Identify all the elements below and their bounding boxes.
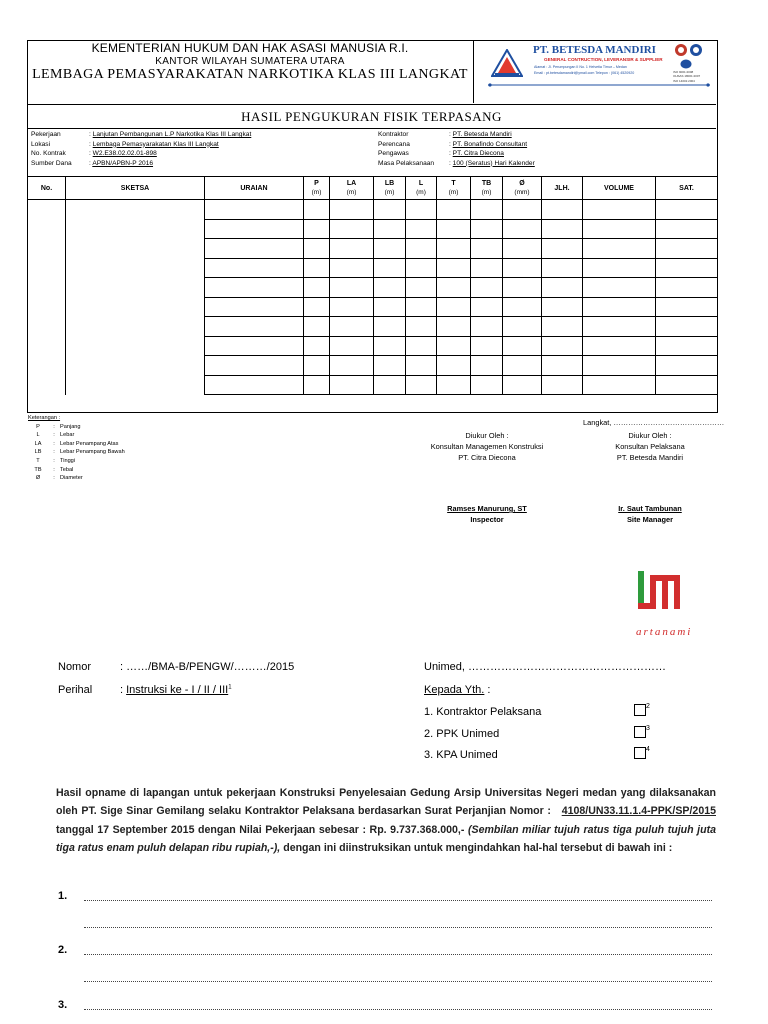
table-cell[interactable] [205, 239, 304, 259]
table-cell[interactable] [503, 200, 542, 220]
table-cell[interactable] [656, 356, 718, 376]
legend-title: Keterangan : [28, 415, 61, 421]
table-cell[interactable] [471, 317, 503, 337]
table-cell[interactable] [28, 375, 66, 395]
table-cell[interactable] [374, 200, 406, 220]
table-cell[interactable] [374, 219, 406, 239]
table-cell[interactable] [28, 278, 66, 298]
col-header-jlh: JLH. [542, 177, 583, 200]
table-cell[interactable] [471, 239, 503, 259]
table-cell[interactable] [656, 317, 718, 337]
recipient-3: 3. KPA Unimed [424, 749, 498, 761]
form-title: HASIL PENGUKURAN FISIK TERPASANG [27, 104, 716, 129]
table-cell[interactable] [542, 317, 583, 337]
table-cell[interactable] [406, 239, 437, 259]
nomor-value: : ……/BMA-B/PENGW/………/2015 [120, 661, 295, 673]
table-cell[interactable] [656, 297, 718, 317]
artanami-text: artanami [636, 626, 693, 638]
info-row-pekerjaan: Pekerjaan : Lanjutan Pembangunan L.P Narkotika Klas III Langkat [31, 131, 252, 138]
table-cell[interactable] [66, 278, 205, 298]
table-row [28, 356, 718, 376]
table-cell[interactable] [304, 219, 330, 239]
table-cell[interactable] [437, 239, 471, 259]
table-cell[interactable] [406, 356, 437, 376]
table-cell[interactable] [374, 317, 406, 337]
recipient-1: 1. Kontraktor Pelaksana [424, 706, 542, 718]
contract-number: 4108/UN33.11.1.4-PPK/SP/2015 [561, 805, 716, 818]
table-cell[interactable] [330, 239, 374, 259]
table-cell[interactable] [374, 356, 406, 376]
perihal-value: : Instruksi ke - I / II / III$^1$ [120, 684, 232, 696]
table-cell[interactable] [374, 297, 406, 317]
table-cell[interactable] [437, 336, 471, 356]
table-row [28, 200, 718, 220]
artanami-logo [636, 567, 692, 638]
institution-title: LEMBAGA PEMASYARAKATAN NARKOTIKA KLAS III LANGKAT [32, 67, 468, 82]
table-row [28, 219, 718, 239]
table-cell[interactable] [28, 258, 66, 278]
item-line-3a[interactable] [84, 1009, 712, 1010]
table-cell[interactable] [471, 258, 503, 278]
table-cell[interactable] [656, 258, 718, 278]
table-cell[interactable] [406, 200, 437, 220]
table-cell[interactable] [205, 258, 304, 278]
table-cell[interactable] [503, 336, 542, 356]
table-cell[interactable] [542, 239, 583, 259]
table-cell[interactable] [503, 375, 542, 395]
table-cell[interactable] [503, 258, 542, 278]
table-cell[interactable] [304, 278, 330, 298]
table-row [28, 258, 718, 278]
table-cell[interactable] [406, 375, 437, 395]
table-cell[interactable] [304, 258, 330, 278]
project-info-right [378, 130, 535, 168]
table-cell[interactable] [542, 219, 583, 239]
company-address: Alamat : Jl. Perumpungan II No. 1 Helvetia Timur – Medan [534, 65, 627, 69]
table-cell[interactable] [471, 336, 503, 356]
item-number-2: 2. [58, 944, 68, 956]
legend-item: LA : Lebar Penampang Atas [34, 440, 119, 447]
info-row-perencana: Perencana : PT. Bonafindo Consultant [378, 140, 528, 148]
checkbox-recipient-2[interactable]: 3 [634, 725, 650, 738]
table-cell[interactable] [437, 375, 471, 395]
table-cell[interactable] [583, 297, 656, 317]
table-cell[interactable] [406, 278, 437, 298]
table-cell[interactable] [66, 219, 205, 239]
table-row [28, 375, 718, 395]
table-cell[interactable] [66, 375, 205, 395]
table-cell[interactable] [66, 317, 205, 337]
regional-office-title: KANTOR WILAYAH SUMATERA UTARA [155, 56, 345, 67]
col-header-volume: VOLUME [583, 177, 656, 200]
table-cell[interactable] [205, 317, 304, 337]
table-cell[interactable] [330, 375, 374, 395]
table-cell[interactable] [406, 258, 437, 278]
company-contact: Email : pt.betesdamandiri@ymail.com Telepon : (061) 4520920 [534, 71, 635, 75]
checkbox-recipient-1[interactable]: 2 [634, 703, 650, 716]
table-cell[interactable] [437, 200, 471, 220]
table-cell[interactable] [437, 258, 471, 278]
company-name: PT. BETESDA MANDIRI [533, 44, 656, 56]
table-row [28, 317, 718, 337]
col-header-la: LA (m) [330, 177, 374, 200]
legend-item: Ø : Diameter [35, 475, 83, 482]
table-cell[interactable] [66, 239, 205, 259]
table-cell[interactable] [656, 239, 718, 259]
unimed-date: Unimed, ……………………………………………… [424, 661, 667, 673]
table-cell[interactable] [205, 297, 304, 317]
table-cell[interactable] [330, 200, 374, 220]
project-info-left [31, 130, 251, 168]
table-cell[interactable] [542, 258, 583, 278]
table-cell[interactable] [205, 219, 304, 239]
table-cell[interactable] [66, 200, 205, 220]
table-cell[interactable] [542, 297, 583, 317]
table-cell[interactable] [205, 356, 304, 376]
col-header-uraian: URAIAN [205, 177, 304, 200]
ministry-title: KEMENTERIAN HUKUM DAN HAK ASASI MANUSIA R.I. [91, 41, 409, 55]
signer-name-right: Ir. Saut Tambunan [618, 504, 682, 513]
table-cell[interactable] [28, 239, 66, 259]
table-cell[interactable] [28, 336, 66, 356]
table-cell[interactable] [374, 278, 406, 298]
table-cell[interactable] [656, 336, 718, 356]
item-line-1a[interactable] [84, 900, 712, 901]
table-row [28, 278, 718, 298]
table-row [28, 336, 718, 356]
table-cell[interactable] [374, 336, 406, 356]
table-cell[interactable] [542, 356, 583, 376]
table-cell[interactable] [583, 278, 656, 298]
table-cell[interactable] [656, 278, 718, 298]
legend-item: P : Panjang [36, 423, 81, 430]
table-row [28, 239, 718, 259]
item-line-2a[interactable] [84, 954, 712, 955]
perihal-label: Perihal [58, 684, 93, 696]
table-cell[interactable] [437, 356, 471, 376]
col-header-diameter: Ø (mm) [503, 177, 542, 200]
iso-list: ISO 9001:2008 OHSAS 18001:2007 ISO 14001:2004 [673, 70, 701, 83]
table-cell[interactable] [28, 200, 66, 220]
table-cell[interactable] [503, 219, 542, 239]
col-header-l: L (m) [406, 177, 437, 200]
table-cell[interactable] [374, 375, 406, 395]
table-cell[interactable] [406, 297, 437, 317]
item-line-2b[interactable] [84, 981, 712, 982]
item-number-1: 1. [58, 890, 68, 902]
table-cell[interactable] [66, 297, 205, 317]
table-cell[interactable] [503, 356, 542, 376]
table-cell[interactable] [205, 200, 304, 220]
artanami-logo-icon [636, 567, 688, 615]
table-cell[interactable] [437, 219, 471, 239]
table-cell[interactable] [583, 239, 656, 259]
table-cell[interactable] [304, 200, 330, 220]
table-cell[interactable] [583, 375, 656, 395]
place-date: Langkat, ……………………………………… [583, 418, 725, 427]
table-cell[interactable] [471, 297, 503, 317]
table-cell[interactable] [542, 375, 583, 395]
table-cell[interactable] [471, 356, 503, 376]
item-line-1b[interactable] [84, 927, 712, 928]
table-cell[interactable] [304, 239, 330, 259]
table-cell[interactable] [583, 258, 656, 278]
table-cell[interactable] [304, 317, 330, 337]
table-cell[interactable] [583, 200, 656, 220]
signature-right: Diukur Oleh : Konsultan Pelaksana PT. Betesda Mandiri Ir. Saut Tambunan Site Manager [585, 430, 715, 525]
table-cell[interactable] [374, 258, 406, 278]
table-cell[interactable] [656, 375, 718, 395]
recipient-2: 2. PPK Unimed [424, 728, 500, 740]
table-cell[interactable] [304, 336, 330, 356]
table-cell[interactable] [374, 239, 406, 259]
col-header-no: No. [28, 177, 66, 200]
table-cell[interactable] [330, 356, 374, 376]
table-cell[interactable] [330, 258, 374, 278]
legend-item: LB : Lebar Penampang Bawah [34, 449, 125, 456]
table-cell[interactable] [471, 200, 503, 220]
instruction-paragraph: Hasil opname di lapangan untuk pekerjaan Konstruksi Penyelesaian Gedung Arsip Universitas Negeri medan yang dilaksanakan oleh PT. Sige Sinar Gemilang selaku Kontraktor Pelaksana berdasarkan Surat Perjanjian Nomor : 4108/UN33.11.1.4-PPK/SP/2015 tanggal 17 September 2015 dengan Nilai Pekerjaan sebesar : Rp. 9.737.368.000,- (Sembilan miliar tujuh ratus tiga puluh tujuh juta tiga ratus enam puluh delapan ribu rupiah,-), dengan ini diinstruksikan untuk mengindahkan hal-hal tersebut di bawah ini : [56, 787, 717, 855]
table-cell[interactable] [437, 317, 471, 337]
table-cell[interactable] [304, 356, 330, 376]
legend-item: TB : Tebal [34, 466, 74, 473]
header-divider-icon [488, 82, 710, 88]
header-titles [27, 40, 474, 103]
table-cell[interactable] [583, 317, 656, 337]
info-row-kontraktor: Kontraktor : PT. Betesda Mandiri [378, 131, 512, 138]
table-cell[interactable] [330, 278, 374, 298]
nomor-label: Nomor [58, 661, 92, 673]
table-cell[interactable] [437, 278, 471, 298]
table-cell[interactable] [28, 356, 66, 376]
table-cell[interactable] [205, 278, 304, 298]
signer-name-left: Ramses Manurung, ST [447, 504, 527, 513]
info-row-lokasi: Lokasi : Lembaga Pemasyarakatan Klas III Langkat [31, 140, 219, 148]
info-row-sumber-dana: Sumber Dana : APBN/APBN-P 2016 [31, 159, 154, 167]
legend-items [28, 423, 125, 483]
triangle-logo-icon [491, 49, 523, 77]
table-cell[interactable] [583, 219, 656, 239]
table-cell[interactable] [330, 317, 374, 337]
signature-left: Diukur Oleh : Konsultan Managemen Konstruksi PT. Citra Diecona Ramses Manurung, ST Inspector [405, 430, 569, 525]
table-cell[interactable] [304, 297, 330, 317]
table-cell[interactable] [304, 375, 330, 395]
legend [28, 414, 125, 483]
table-cell[interactable] [542, 278, 583, 298]
col-header-t: T (m) [437, 177, 471, 200]
table-cell[interactable] [503, 278, 542, 298]
table-cell[interactable] [542, 336, 583, 356]
table-cell[interactable] [542, 200, 583, 220]
table-cell[interactable] [28, 297, 66, 317]
table-row [28, 297, 718, 317]
table-cell[interactable] [66, 258, 205, 278]
legend-item: T : Tinggi [36, 457, 76, 464]
table-cell[interactable] [471, 278, 503, 298]
col-header-tb: TB (m) [471, 177, 503, 200]
col-header-sketsa: SKETSA [66, 177, 205, 200]
table-cell[interactable] [205, 336, 304, 356]
table-header-row [28, 177, 718, 200]
checkbox-recipient-3[interactable]: 4 [634, 746, 650, 759]
info-row-kontrak: No. Kontrak : W2.E38.02.02.01-898 [31, 150, 157, 157]
table-cell[interactable] [66, 356, 205, 376]
table-cell[interactable] [406, 336, 437, 356]
table-cell[interactable] [583, 336, 656, 356]
col-header-lb: LB (m) [374, 177, 406, 200]
table-cell[interactable] [205, 375, 304, 395]
table-cell[interactable] [330, 297, 374, 317]
legend-item: L : Lebar [36, 432, 75, 439]
company-tagline: GENERAL CONTRUCTION, LEVERANSIR & SUPPLIER [544, 57, 663, 62]
col-header-p: P (m) [304, 177, 330, 200]
kepada-yth: Kepada Yth. : [424, 684, 491, 696]
table-cell[interactable] [406, 317, 437, 337]
table-cell[interactable] [28, 317, 66, 337]
company-logo-block [474, 40, 716, 103]
table-cell[interactable] [471, 219, 503, 239]
table-cell[interactable] [503, 239, 542, 259]
info-row-pengawas: Pengawas : PT. Citra Diecona [378, 150, 504, 157]
info-row-masa: Masa Pelaksanaan : 100 (Seratus) Hari Kalender [378, 159, 535, 167]
table-cell[interactable] [503, 317, 542, 337]
measurement-table [27, 176, 718, 395]
col-header-sat: SAT. [656, 177, 718, 200]
table-cell[interactable] [330, 219, 374, 239]
certification-badges-icon [674, 43, 704, 57]
table-cell[interactable] [330, 336, 374, 356]
table-cell[interactable] [66, 336, 205, 356]
table-cell[interactable] [656, 200, 718, 220]
table-cell[interactable] [471, 375, 503, 395]
kan-badge-icon [680, 59, 692, 69]
table-cell[interactable] [503, 297, 542, 317]
table-cell[interactable] [583, 356, 656, 376]
table-cell[interactable] [437, 297, 471, 317]
table-cell[interactable] [28, 219, 66, 239]
item-number-3: 3. [58, 999, 68, 1011]
table-cell[interactable] [406, 219, 437, 239]
table-body [28, 200, 718, 395]
table-cell[interactable] [656, 219, 718, 239]
